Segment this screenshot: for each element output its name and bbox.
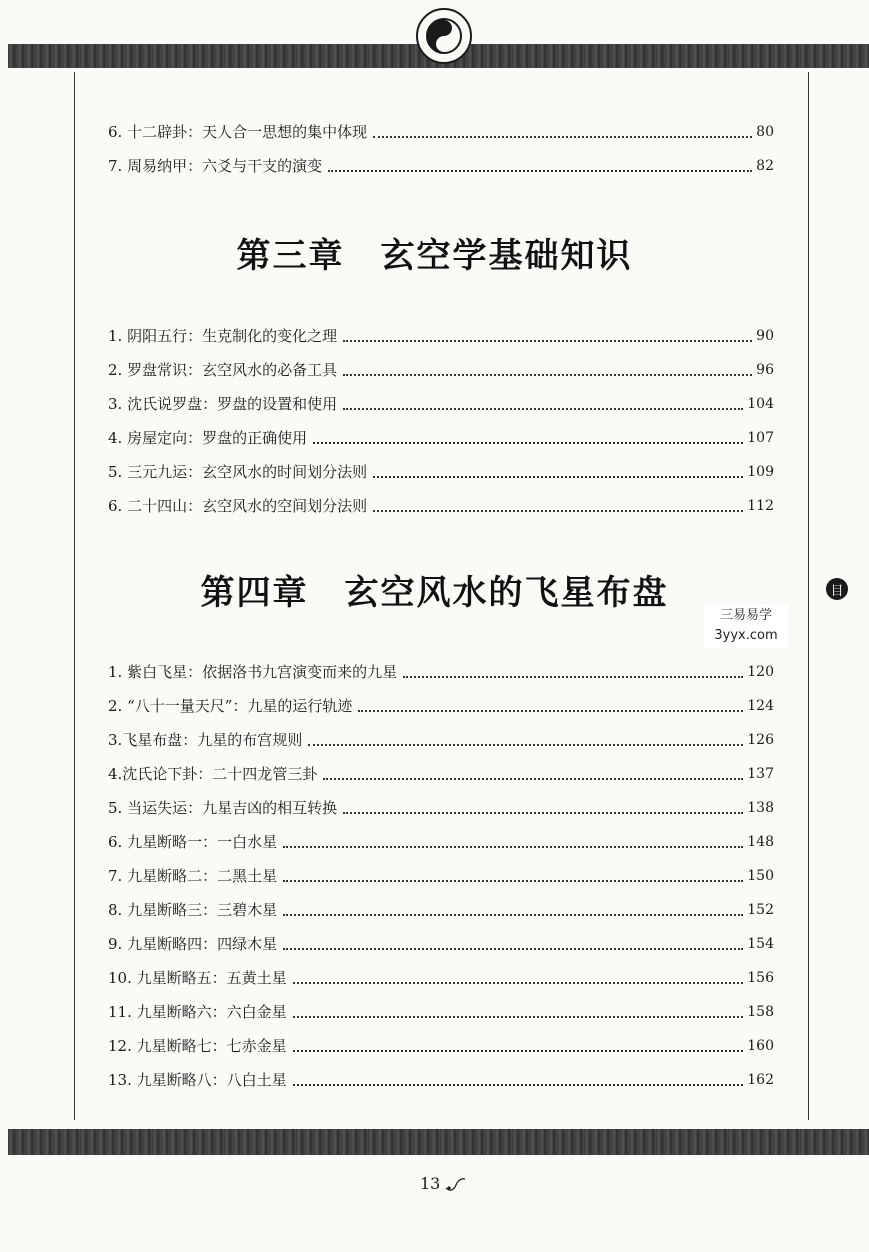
toc-entry-title: 1. 紫白飞星：依据洛书九宫演变而来的九星: [108, 663, 398, 681]
chapter-title: 第三章 玄空学基础知识: [236, 236, 633, 276]
toc-entry[interactable]: [108, 964, 774, 988]
toc-entry[interactable]: [108, 152, 774, 176]
toc-entry-page: 124: [747, 698, 774, 714]
toc-entry[interactable]: [108, 390, 774, 414]
toc-entry[interactable]: [108, 424, 774, 448]
toc-entry-title: 7. 九星断略二：二黑土星: [108, 867, 278, 885]
toc-entry[interactable]: [108, 492, 774, 516]
toc-entry-title: 6. 十二辟卦：天人合一思想的集中体现: [108, 123, 368, 141]
toc-entry-page: 152: [747, 902, 774, 918]
toc-leader-dots: [373, 475, 743, 478]
toc-entry-page: 107: [747, 430, 774, 446]
toc-entry-title: 11. 九星断略六：六白金星: [108, 1003, 287, 1021]
toc-leader-dots: [358, 709, 743, 712]
toc-leader-dots: [373, 135, 752, 138]
footer-band: [8, 1129, 869, 1155]
chapter-title: 第四章 玄空风水的飞星布盘: [200, 573, 669, 613]
page-number: [420, 1174, 466, 1193]
toc-entry[interactable]: [108, 930, 774, 954]
toc-leader-dots: [293, 981, 744, 984]
watermark: [704, 604, 788, 648]
toc-entry[interactable]: [108, 862, 774, 886]
toc-entry-page: 126: [747, 732, 774, 748]
toc-entry-title: 3.飞星布盘：九星的布宫规则: [108, 731, 303, 749]
contents-tab-icon: 目: [826, 578, 848, 600]
toc-entry[interactable]: [108, 760, 774, 784]
toc-entry-title: 6. 九星断略一：一白水星: [108, 833, 278, 851]
toc-entry-title: 12. 九星断略七：七赤金星: [108, 1037, 287, 1055]
toc-leader-dots: [343, 373, 752, 376]
toc-entry-title: 4. 房屋定向：罗盘的正确使用: [108, 429, 308, 447]
toc-entry[interactable]: [108, 998, 774, 1022]
toc-entry-title: 5. 当运失运：九星吉凶的相互转换: [108, 799, 338, 817]
toc-entry-page: 160: [747, 1038, 774, 1054]
toc-entry[interactable]: [108, 794, 774, 818]
toc-entry-title: 2. “八十一量天尺”：九星的运行轨迹: [108, 697, 353, 715]
toc-leader-dots: [403, 675, 743, 678]
toc-entry-title: 3. 沈氏说罗盘：罗盘的设置和使用: [108, 395, 338, 413]
toc-leader-dots: [343, 407, 743, 410]
toc-entry-title: 8. 九星断略三：三碧木星: [108, 901, 278, 919]
watermark-line: 3yyx.com: [714, 628, 778, 643]
flourish-icon: [444, 1176, 466, 1192]
toc-leader-dots: [343, 339, 752, 342]
toc-entry[interactable]: [108, 726, 774, 750]
toc-entry-title: 7. 周易纳甲：六爻与干支的演变: [108, 157, 323, 175]
toc-entry[interactable]: [108, 356, 774, 380]
toc-entry-page: 156: [747, 970, 774, 986]
toc-leader-dots: [313, 441, 743, 444]
toc-entry-title: 13. 九星断略八：八白土星: [108, 1071, 287, 1089]
toc-entry-page: 138: [747, 800, 774, 816]
toc-entry-page: 150: [747, 868, 774, 884]
toc-leader-dots: [283, 845, 743, 848]
toc-entry-title: 2. 罗盘常识：玄空风水的必备工具: [108, 361, 338, 379]
page-number-text: 13: [420, 1174, 441, 1193]
toc-entry-page: 112: [747, 498, 774, 514]
toc-leader-dots: [343, 811, 743, 814]
toc-entry-page: 90: [756, 328, 774, 344]
toc-entry-page: 109: [747, 464, 774, 480]
taiji-icon: [416, 8, 472, 64]
toc-entry-page: 148: [747, 834, 774, 850]
toc-entry-page: 137: [747, 766, 774, 782]
toc-entry-title: 5. 三元九运：玄空风水的时间划分法则: [108, 463, 368, 481]
toc-entry[interactable]: [108, 1066, 774, 1090]
toc-leader-dots: [283, 913, 743, 916]
toc-entry-page: 80: [756, 124, 774, 140]
toc-leader-dots: [328, 169, 752, 172]
toc-entry-page: 162: [747, 1072, 774, 1088]
toc-entry[interactable]: [108, 1032, 774, 1056]
toc-entry-title: 1. 阴阳五行：生克制化的变化之理: [108, 327, 338, 345]
toc-leader-dots: [293, 1083, 744, 1086]
toc-entry-title: 10. 九星断略五：五黄土星: [108, 969, 287, 987]
watermark-line: 三易易学: [719, 608, 772, 623]
toc-entry[interactable]: [108, 692, 774, 716]
toc-entry-page: 82: [756, 158, 774, 174]
toc-entry-page: 154: [747, 936, 774, 952]
toc-leader-dots: [373, 509, 743, 512]
toc-entry-page: 104: [747, 396, 774, 412]
toc-entry[interactable]: [108, 458, 774, 482]
toc-entry[interactable]: [108, 322, 774, 346]
toc-entry-title: 6. 二十四山：玄空风水的空间划分法则: [108, 497, 368, 515]
toc-entry-title: 9. 九星断略四：四绿木星: [108, 935, 278, 953]
toc-leader-dots: [293, 1015, 744, 1018]
toc-entry[interactable]: [108, 896, 774, 920]
toc-leader-dots: [323, 777, 743, 780]
toc-entry[interactable]: [108, 118, 774, 142]
toc-entry[interactable]: [108, 828, 774, 852]
toc-leader-dots: [308, 743, 743, 746]
toc-entry-title: 4.沈氏论下卦：二十四龙管三卦: [108, 765, 318, 783]
toc-leader-dots: [283, 947, 743, 950]
toc-entry[interactable]: [108, 658, 774, 682]
toc-entry-page: 120: [747, 664, 774, 680]
toc-leader-dots: [293, 1049, 744, 1052]
toc-entry-page: 96: [756, 362, 774, 378]
toc-entry-page: 158: [747, 1004, 774, 1020]
toc-leader-dots: [283, 879, 743, 882]
